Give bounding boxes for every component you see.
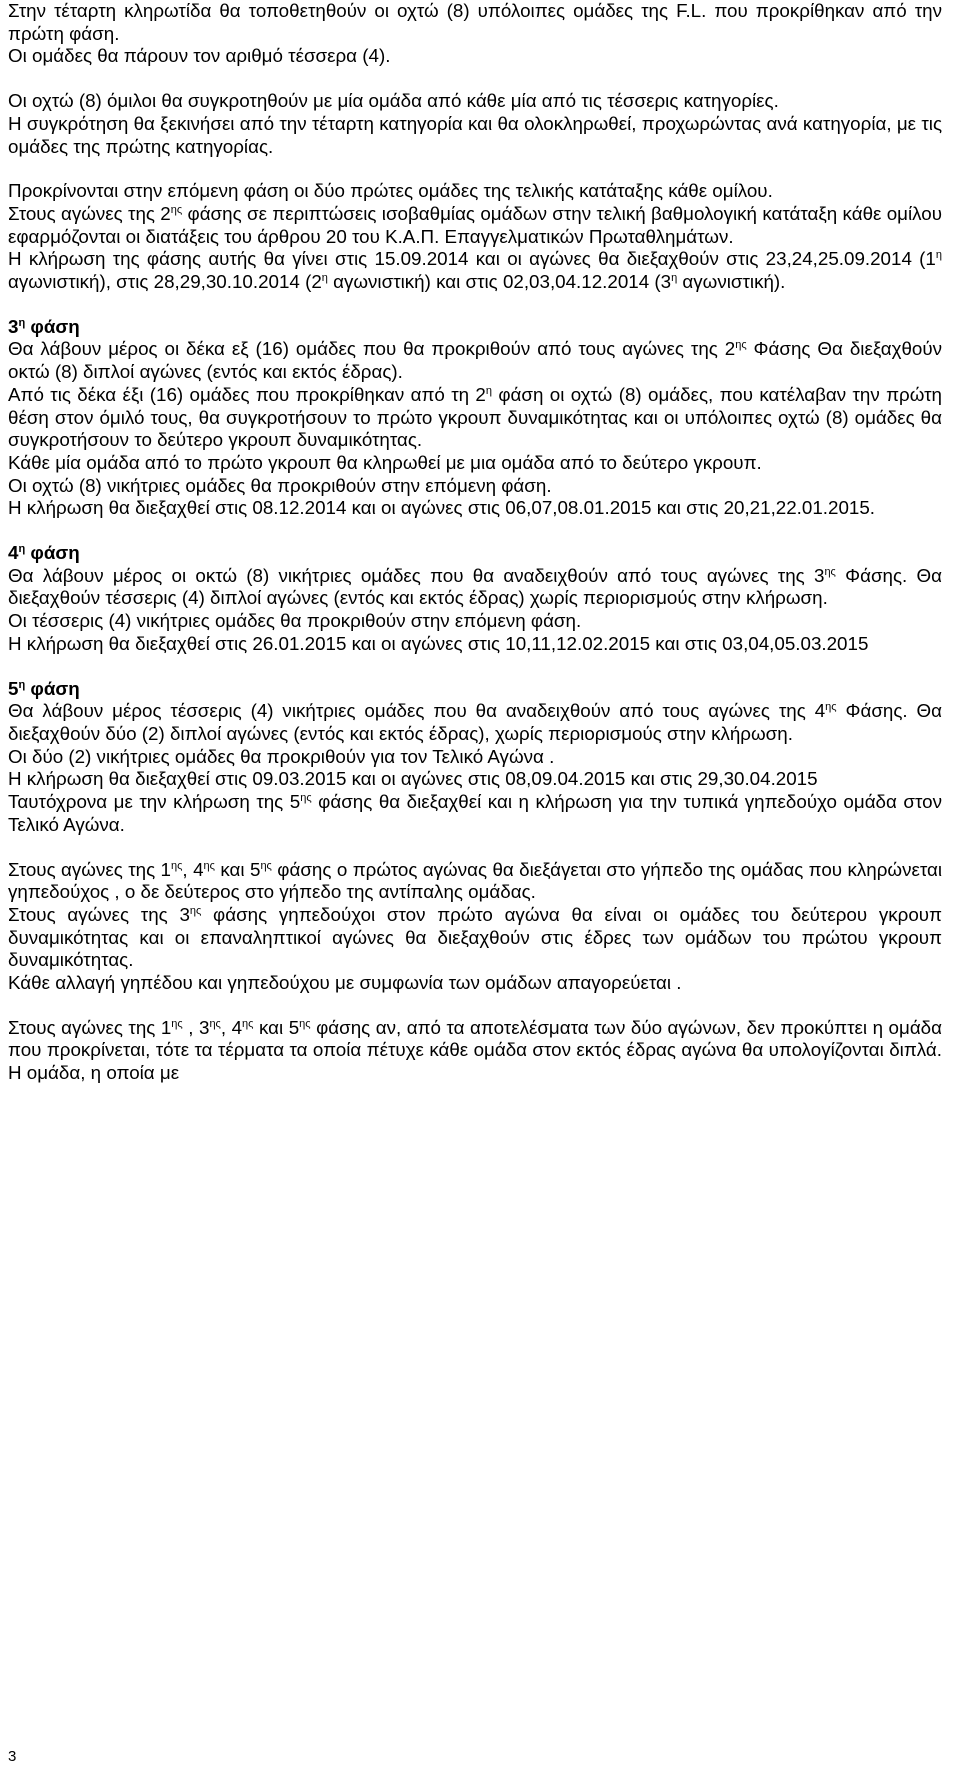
superscript-text: ης — [209, 1017, 221, 1030]
text-run: αγωνιστική) και στις 02,03,04.12.2014 (3 — [327, 271, 672, 293]
text-run: Στους αγώνες της 1 — [8, 858, 171, 880]
text-run: φάσης ο πρώτος αγώνας θα διεξάγεται στο γήπεδο της ομάδας που κληρώνεται γηπεδούχος , ο δε δεύτερος στο γήπεδο της αντίπαλης ομάδας. — [8, 858, 943, 903]
paragraph — [8, 497, 942, 520]
phase-heading — [8, 542, 942, 565]
text-run: Κάθε αλλαγή γηπέδου και γηπεδούχου με συμφωνία των ομάδων απαγορεύεται . — [8, 972, 682, 994]
phase-heading — [8, 678, 942, 701]
paragraph — [8, 248, 942, 293]
text-run: Στην τέταρτη κληρωτίδα θα τοποθετηθούν οι οχτώ (8) υπόλοιπες ομάδες της F.L. που προκρίθηκαν από την πρώτη φάση. — [8, 0, 942, 44]
paragraph — [8, 0, 942, 45]
superscript-text: ης — [300, 792, 312, 805]
text-run: Η κλήρωση θα διεξαχθεί στις 26.01.2015 και οι αγώνες στις 10,11,12.02.2015 και στις 03,04,05.03.2015 — [8, 632, 869, 654]
document-body — [8, 0, 942, 1085]
text-run: Η συγκρότηση θα ξεκινήσει από την τέταρτη κατηγορία και θα ολοκληρωθεί, προχωρώντας ανά κατηγορία, με τις ομάδες της πρώτης κατηγορίας. — [8, 112, 942, 157]
text-run: , 3 — [182, 1016, 210, 1038]
text-run: φάση οι οχτώ (8) ομάδες, που κατέλαβαν την πρώτη θέση στον όμιλό τους, θα συγκροτήσουν το πρώτο γκρουπ δυναμικότητας και οι υπόλοιπες οχτώ (8) ομάδες θα συγκροτήσουν το δεύτερο γκρουπ δυναμικότητας. — [8, 383, 942, 451]
paragraph — [8, 203, 942, 248]
superscript-text: ης — [171, 1017, 183, 1030]
text-run: Οι ομάδες θα πάρουν τον αριθμό τέσσερα (4). — [8, 45, 391, 67]
paragraph — [8, 746, 942, 769]
superscript-text: ης — [242, 1017, 254, 1030]
superscript-text: ης — [299, 1017, 311, 1030]
superscript-text: ης — [735, 339, 747, 352]
paragraph — [8, 791, 942, 836]
paragraph — [8, 180, 942, 203]
paragraph-spacer — [8, 158, 942, 180]
paragraph-spacer — [8, 294, 942, 316]
text-run: Στους αγώνες της 1 — [8, 1016, 172, 1038]
text-run: Οι δύο (2) νικήτριες ομάδες θα προκριθούν για τον Τελικό Αγώνα . — [8, 745, 555, 767]
paragraph — [8, 90, 942, 113]
superscript-text: ης — [825, 701, 837, 714]
text-run: Οι οχτώ (8) όμιλοι θα συγκροτηθούν με μία ομάδα από κάθε μία από τις τέσσερις κατηγορίες. — [8, 90, 779, 112]
text-run: Θα λάβουν μέρος οι δέκα εξ (16) ομάδες που θα προκριθούν από τους αγώνες της 2 — [8, 338, 736, 360]
text-run: Φάσης Θα διεξαχθούν οκτώ (8) διπλοί αγώνες (εντός και εκτός έδρας). — [8, 338, 942, 383]
paragraph — [8, 384, 942, 452]
paragraph — [8, 45, 942, 68]
text-run: αγωνιστική). — [677, 271, 786, 293]
text-run: και 5 — [214, 858, 261, 880]
paragraph — [8, 610, 942, 633]
text-run: φάσης θα διεξαχθεί και η κλήρωση για την τυπικά γηπεδούχο ομάδα στον Τελικό Αγώνα. — [8, 791, 942, 835]
text-run: Η κλήρωση θα διεξαχθεί στις 08.12.2014 και οι αγώνες στις 06,07,08.01.2015 και στις 20,21,22.01.2015. — [8, 497, 875, 519]
text-run: Στους αγώνες της 2 — [8, 202, 171, 224]
paragraph — [8, 1017, 942, 1085]
paragraph — [8, 700, 942, 745]
text-run: Η κλήρωση θα διεξαχθεί στις 09.03.2015 και οι αγώνες στις 08,09.04.2015 και στις 29,30.04.2015 — [8, 768, 818, 790]
superscript-text: η — [18, 543, 26, 556]
paragraph — [8, 972, 942, 995]
paragraph-spacer — [8, 656, 942, 678]
text-run: Από τις δέκα έξι (16) ομάδες που προκρίθηκαν από τη 2 — [8, 383, 486, 405]
text-run: φάσης γηπεδούχοι στον πρώτο αγώνα θα είναι οι ομάδες του δεύτερου γκρουπ δυναμικότητας και οι επαναληπτικοί αγώνες θα διεξαχθούν στις έδρες των ομάδων του πρώτου γκρουπ δυναμικότητας. — [8, 903, 942, 971]
paragraph — [8, 475, 942, 498]
paragraph-spacer — [8, 68, 942, 90]
text-run: φάσης αν, από τα αποτελέσματα των δύο αγώνων, δεν προκύπτει η ομάδα που προκρίνεται, τότε τα τέρματα τα οποία πέτυχε κάθε ομάδα στον εκτός έδρας αγώνα θα υπολογίζονται διπλά. Η ομάδα, η οποία με — [8, 1016, 942, 1084]
superscript-text: ης — [824, 565, 836, 578]
paragraph — [8, 859, 942, 904]
text-run: Θα λάβουν μέρος τέσσερις (4) νικήτριες ομάδες που θα αναδειχθούν από τους αγώνες της 4 — [8, 700, 826, 722]
paragraph — [8, 768, 942, 791]
paragraph-spacer — [8, 837, 942, 859]
text-run: Φάσης. Θα διεξαχθούν δύο (2) διπλοί αγώνες (εντός και εκτός έδρας), χωρίς περιορισμούς στην κλήρωση. — [8, 700, 942, 744]
text-run: αγωνιστική), στις 28,29,30.10.2014 (2 — [8, 271, 322, 293]
paragraph-spacer — [8, 995, 942, 1017]
text-run: Οι οχτώ (8) νικήτριες ομάδες θα προκριθούν στην επόμενη φάση. — [8, 474, 552, 496]
paragraph — [8, 565, 942, 610]
text-run: 4 — [8, 542, 19, 564]
text-run: φάση — [25, 542, 80, 564]
paragraph — [8, 338, 942, 383]
text-run: Οι τέσσερις (4) νικήτριες ομάδες θα προκριθούν στην επόμενη φάση. — [8, 610, 582, 632]
text-run: και 5 — [253, 1016, 300, 1038]
superscript-text: η — [671, 272, 678, 285]
text-run: , 4 — [220, 1016, 243, 1038]
text-run: Κάθε μία ομάδα από το πρώτο γκρουπ θα κληρωθεί με μια ομάδα από το δεύτερο γκρουπ. — [8, 451, 762, 473]
text-run: Η κλήρωση της φάσης αυτής θα γίνει στις 15.09.2014 και οι αγώνες θα διεξαχθούν στις 23,24,25.09.2014 (1 — [8, 248, 936, 270]
paragraph-spacer — [8, 520, 942, 542]
paragraph — [8, 113, 942, 158]
text-run: 5 — [8, 677, 19, 699]
text-run: φάσης σε περιπτώσεις ισοβαθμίας ομάδων στην τελική βαθμολογική κατάταξη κάθε ομίλου εφαρμόζονται οι διατάξεις του άρθρου 20 του Κ.Α.Π. Επαγγελματικών Πρωταθλημάτων. — [8, 202, 942, 247]
text-run: φάση — [25, 315, 80, 337]
superscript-text: η — [935, 249, 942, 262]
text-run: φάση — [25, 677, 80, 699]
superscript-text: ης — [171, 859, 183, 872]
superscript-text: ης — [203, 859, 215, 872]
superscript-text: η — [18, 316, 26, 329]
superscript-text: ης — [170, 203, 183, 216]
text-run: Προκρίνονται στην επόμενη φάση οι δύο πρώτες ομάδες της τελικής κατάταξης κάθε ομίλου. — [8, 180, 773, 202]
superscript-text: η — [485, 384, 492, 397]
phase-heading — [8, 316, 942, 339]
text-run: Ταυτόχρονα με την κλήρωση της 5 — [8, 791, 301, 813]
paragraph — [8, 633, 942, 656]
text-run: Στους αγώνες της 3 — [8, 903, 190, 925]
superscript-text: ης — [189, 904, 202, 917]
text-run: Θα λάβουν μέρος οι οκτώ (8) νικήτριες ομάδες που θα αναδειχθούν από τους αγώνες της 3 — [8, 564, 825, 586]
superscript-text: η — [321, 272, 328, 285]
text-run: 3 — [8, 315, 19, 337]
superscript-text: η — [18, 678, 26, 691]
text-run: , 4 — [182, 858, 204, 880]
superscript-text: ης — [260, 859, 272, 872]
paragraph — [8, 452, 942, 475]
paragraph — [8, 904, 942, 972]
page-number: 3 — [8, 1748, 17, 1765]
text-run: Φάσης. Θα διεξαχθούν τέσσερις (4) διπλοί αγώνες (εντός και εκτός έδρας) χωρίς περιορισμούς στην κλήρωση. — [8, 564, 942, 609]
